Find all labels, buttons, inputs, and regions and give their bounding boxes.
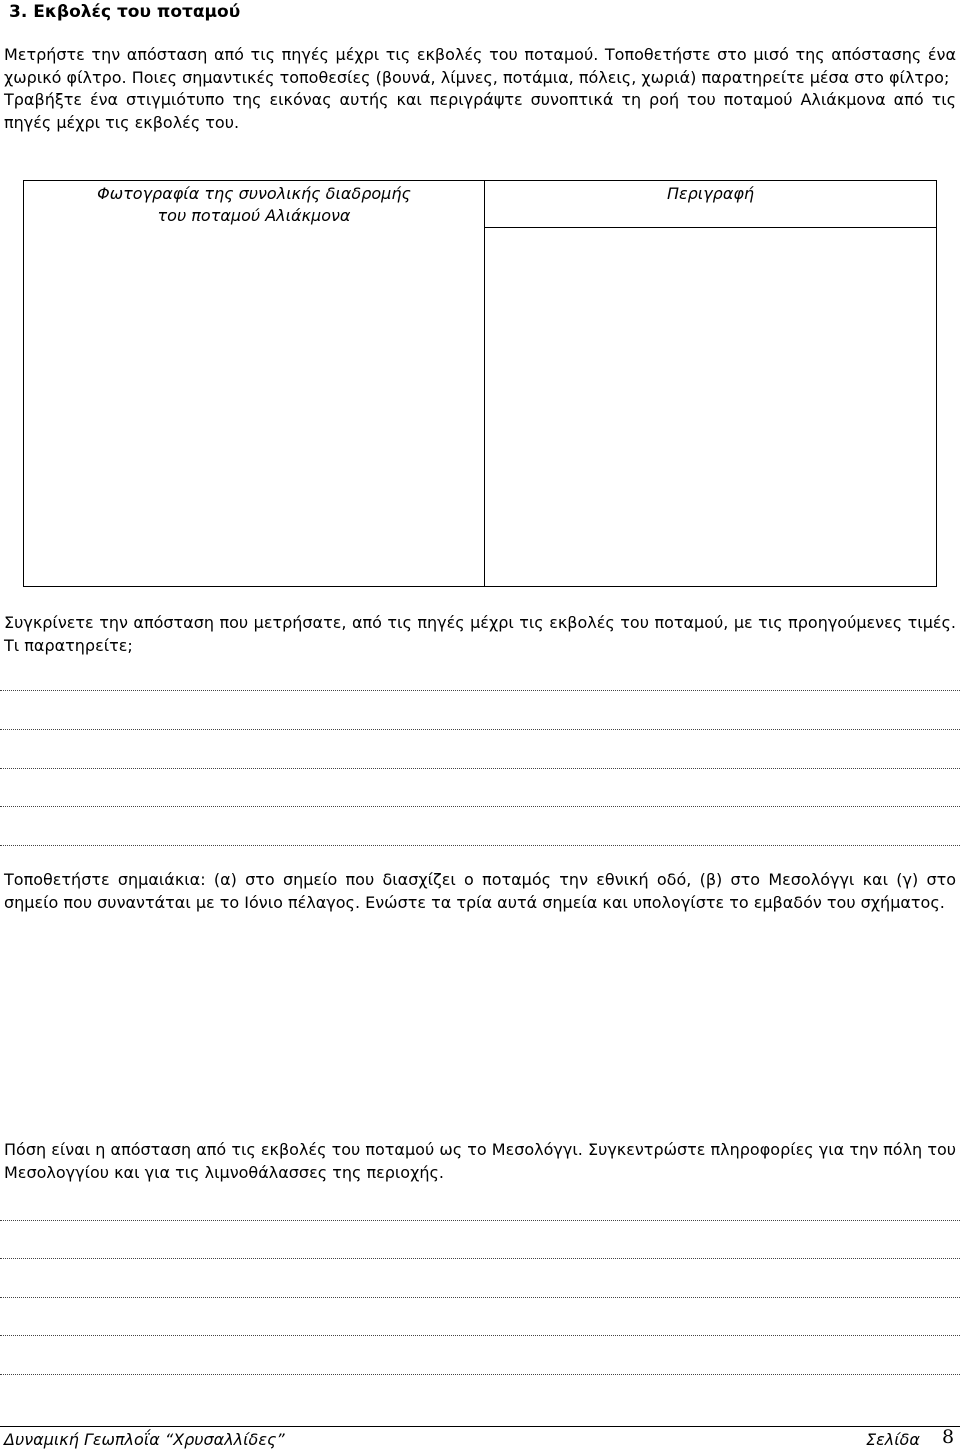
answer-line-2[interactable] [0, 729, 960, 730]
photo-description-table [23, 180, 937, 587]
intro-text [4, 44, 956, 134]
answer-line-7[interactable] [0, 1258, 960, 1259]
intro-paragraph-1: Μετρήστε την απόσταση από τις πηγές μέχρι τις εκβολές του ποταμού. Τοποθετήστε στο μισό της απόστασης ένα χωρικό φίλτρο. Ποιες σημαντικές τοποθεσίες (βουνά, λίμνες, ποτάμια, πόλεις, χωριά) παρατηρείτε μέσα στο φίλτρο; [4, 45, 956, 87]
answer-line-1[interactable] [0, 690, 960, 691]
answer-line-4[interactable] [0, 806, 960, 807]
footer-page-label: Σελίδα [866, 1430, 920, 1449]
question-compare-distance: Συγκρίνετε την απόσταση που μετρήσατε, από τις πηγές μέχρι τις εκβολές του ποταμού, με τις προηγούμενες τιμές. Τι παρατηρείτε; [4, 613, 956, 655]
section-heading: 3. Εκβολές του ποταμού [9, 2, 241, 22]
question-place-flags: Τοποθετήστε σημαιάκια: (α) στο σημείο που διασχίζει ο ποταμός την εθνική οδό, (β) στο Μεσολόγγι και (γ) στο σημείο που συναντάται με το Ιόνιο πέλαγος. Ενώστε τα τρία αυτά σημεία και υπολογίστε το εμβαδόν του σχήματος. [4, 870, 956, 912]
answer-line-6[interactable] [0, 1220, 960, 1221]
answer-line-3[interactable] [0, 768, 960, 769]
photo-column-header [24, 183, 484, 227]
photo-header-line-1: Φωτογραφία της συνολικής διαδρομής [97, 184, 411, 203]
page-number: 8 [942, 1426, 955, 1448]
answer-line-5[interactable] [0, 845, 960, 846]
answer-line-8[interactable] [0, 1297, 960, 1298]
photo-column[interactable] [24, 181, 485, 586]
description-column[interactable] [485, 181, 936, 586]
answer-line-10[interactable] [0, 1374, 960, 1375]
photo-header-line-2: του ποταμού Αλιάκμονα [157, 206, 351, 225]
answer-line-9[interactable] [0, 1335, 960, 1336]
intro-paragraph-2: Τραβήξτε ένα στιγμιότυπο της εικόνας αυτής και περιγράψτε συνοπτικά τη ροή του ποταμού Αλιάκμονα από τις πηγές μέχρι τις εκβολές του. [4, 90, 956, 132]
question-mesolongi: Πόση είναι η απόσταση από τις εκβολές του ποταμού ως το Μεσολόγγι. Συγκεντρώστε πληροφορίες για την πόλη του Μεσολογγίου και για τις λιμνοθάλασσες της περιοχής. [4, 1140, 956, 1182]
footer-title: Δυναμική Γεωπλοΐα “Χρυσαλλίδες” [4, 1430, 285, 1449]
footer-divider [0, 1426, 960, 1427]
description-column-header: Περιγραφή [485, 183, 936, 228]
